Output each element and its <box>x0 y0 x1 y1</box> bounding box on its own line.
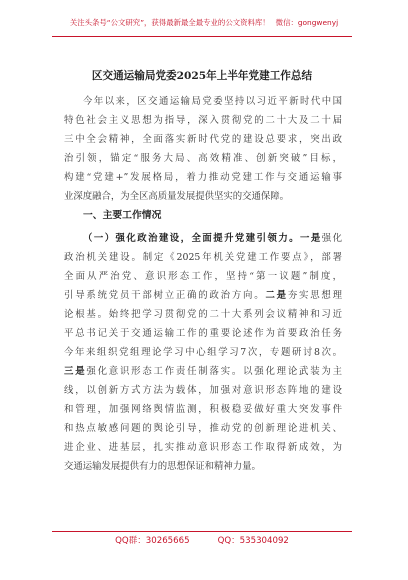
paragraph-line <box>64 286 342 305</box>
header-divider <box>52 36 352 37</box>
paragraph-line: 线，以创新方式方法为载体，加强对意识形态阵地的建设 <box>64 385 342 396</box>
paragraph-text: 强化意识形态工作责任制落实。以强化理论武装为主 <box>86 366 342 377</box>
point-label: 二是 <box>265 290 288 301</box>
paragraph-text: 引导系统党员干部树立正确的政治方向。 <box>64 290 266 301</box>
paragraph-line: 平总书记关于交通运输工作的重要论述作为首要政治任务 <box>64 328 342 339</box>
paragraph-line: 业深度融合，为全区高质量发展提供坚实的交通保障。 <box>64 191 290 202</box>
header-banner <box>54 18 354 28</box>
paragraph-text: 强化 <box>321 233 342 244</box>
point-label: 三是 <box>64 366 87 377</box>
subsection-heading: （一）强化政治建设，全面提升党建引领力。 <box>83 233 301 244</box>
subsection-one-paragraph <box>64 229 342 476</box>
paragraph-line: 和管理，加强网络舆情监测，积极稳妥做好重大突发事件 <box>64 404 342 415</box>
paragraph-line: 特色社会主义思想为指导，深入贯彻党的二十大及二十届 <box>64 115 342 126</box>
paragraph-line: 全面从严治党、意识形态工作，坚持“第一议题”制度， <box>64 271 342 282</box>
paragraph-line: 今年以来，区交通运输局党委坚持以习近平新时代中国 <box>83 96 342 107</box>
paragraph-line: 构建“党建+”发展格局，着力推动党建工作与交通运输事 <box>64 172 342 183</box>
header-banner-wechat: 微信：gongwenyj <box>275 18 339 27</box>
paragraph-line: 今年来组织党组理论学习中心组学习7次，专题研讨8次。 <box>64 347 342 358</box>
paragraph-line <box>64 229 342 248</box>
header-banner-promo: 关注头条号“公文研究”，获得最新最全最专业的公文资料库！ <box>69 18 270 27</box>
point-label: 一是 <box>300 233 322 244</box>
footer-qq-group: QQ群：30265665 <box>115 536 190 546</box>
footer-qq-number: QQ：535304092 <box>217 536 289 546</box>
paragraph-line: 治引领，锚定“服务大局、高效精准、创新突破”目标， <box>64 153 342 164</box>
paragraph-line: 政治机关建设。制定《2025年机关党建工作要点》，部署 <box>64 252 342 263</box>
paragraph-line: 进企业、进基层，扎实推动意识形态工作取得新成效，为 <box>64 442 342 453</box>
intro-paragraph <box>64 92 342 206</box>
paragraph-line <box>64 362 342 381</box>
document-title: 区交通运输局党委2025年上半年党建工作总结 <box>91 70 313 82</box>
paragraph-line: 和热点敏感问题的舆论引导，推动党的创新理论进机关、 <box>64 423 342 434</box>
footer-contact <box>52 536 352 547</box>
paragraph-line: 三中全会精神，全面落实新时代党的建设总要求，突出政 <box>64 134 342 145</box>
paragraph-line: 交通运输发展提供有力的思想保证和精神力量。 <box>64 461 261 472</box>
section-heading: 一、主要工作情况 <box>83 210 162 221</box>
paragraph-line: 论根基。始终把学习贯彻党的二十大系列会议精神和习近 <box>64 309 342 320</box>
footer-divider <box>52 531 352 532</box>
paragraph-text: 夯实思想理 <box>287 290 342 301</box>
